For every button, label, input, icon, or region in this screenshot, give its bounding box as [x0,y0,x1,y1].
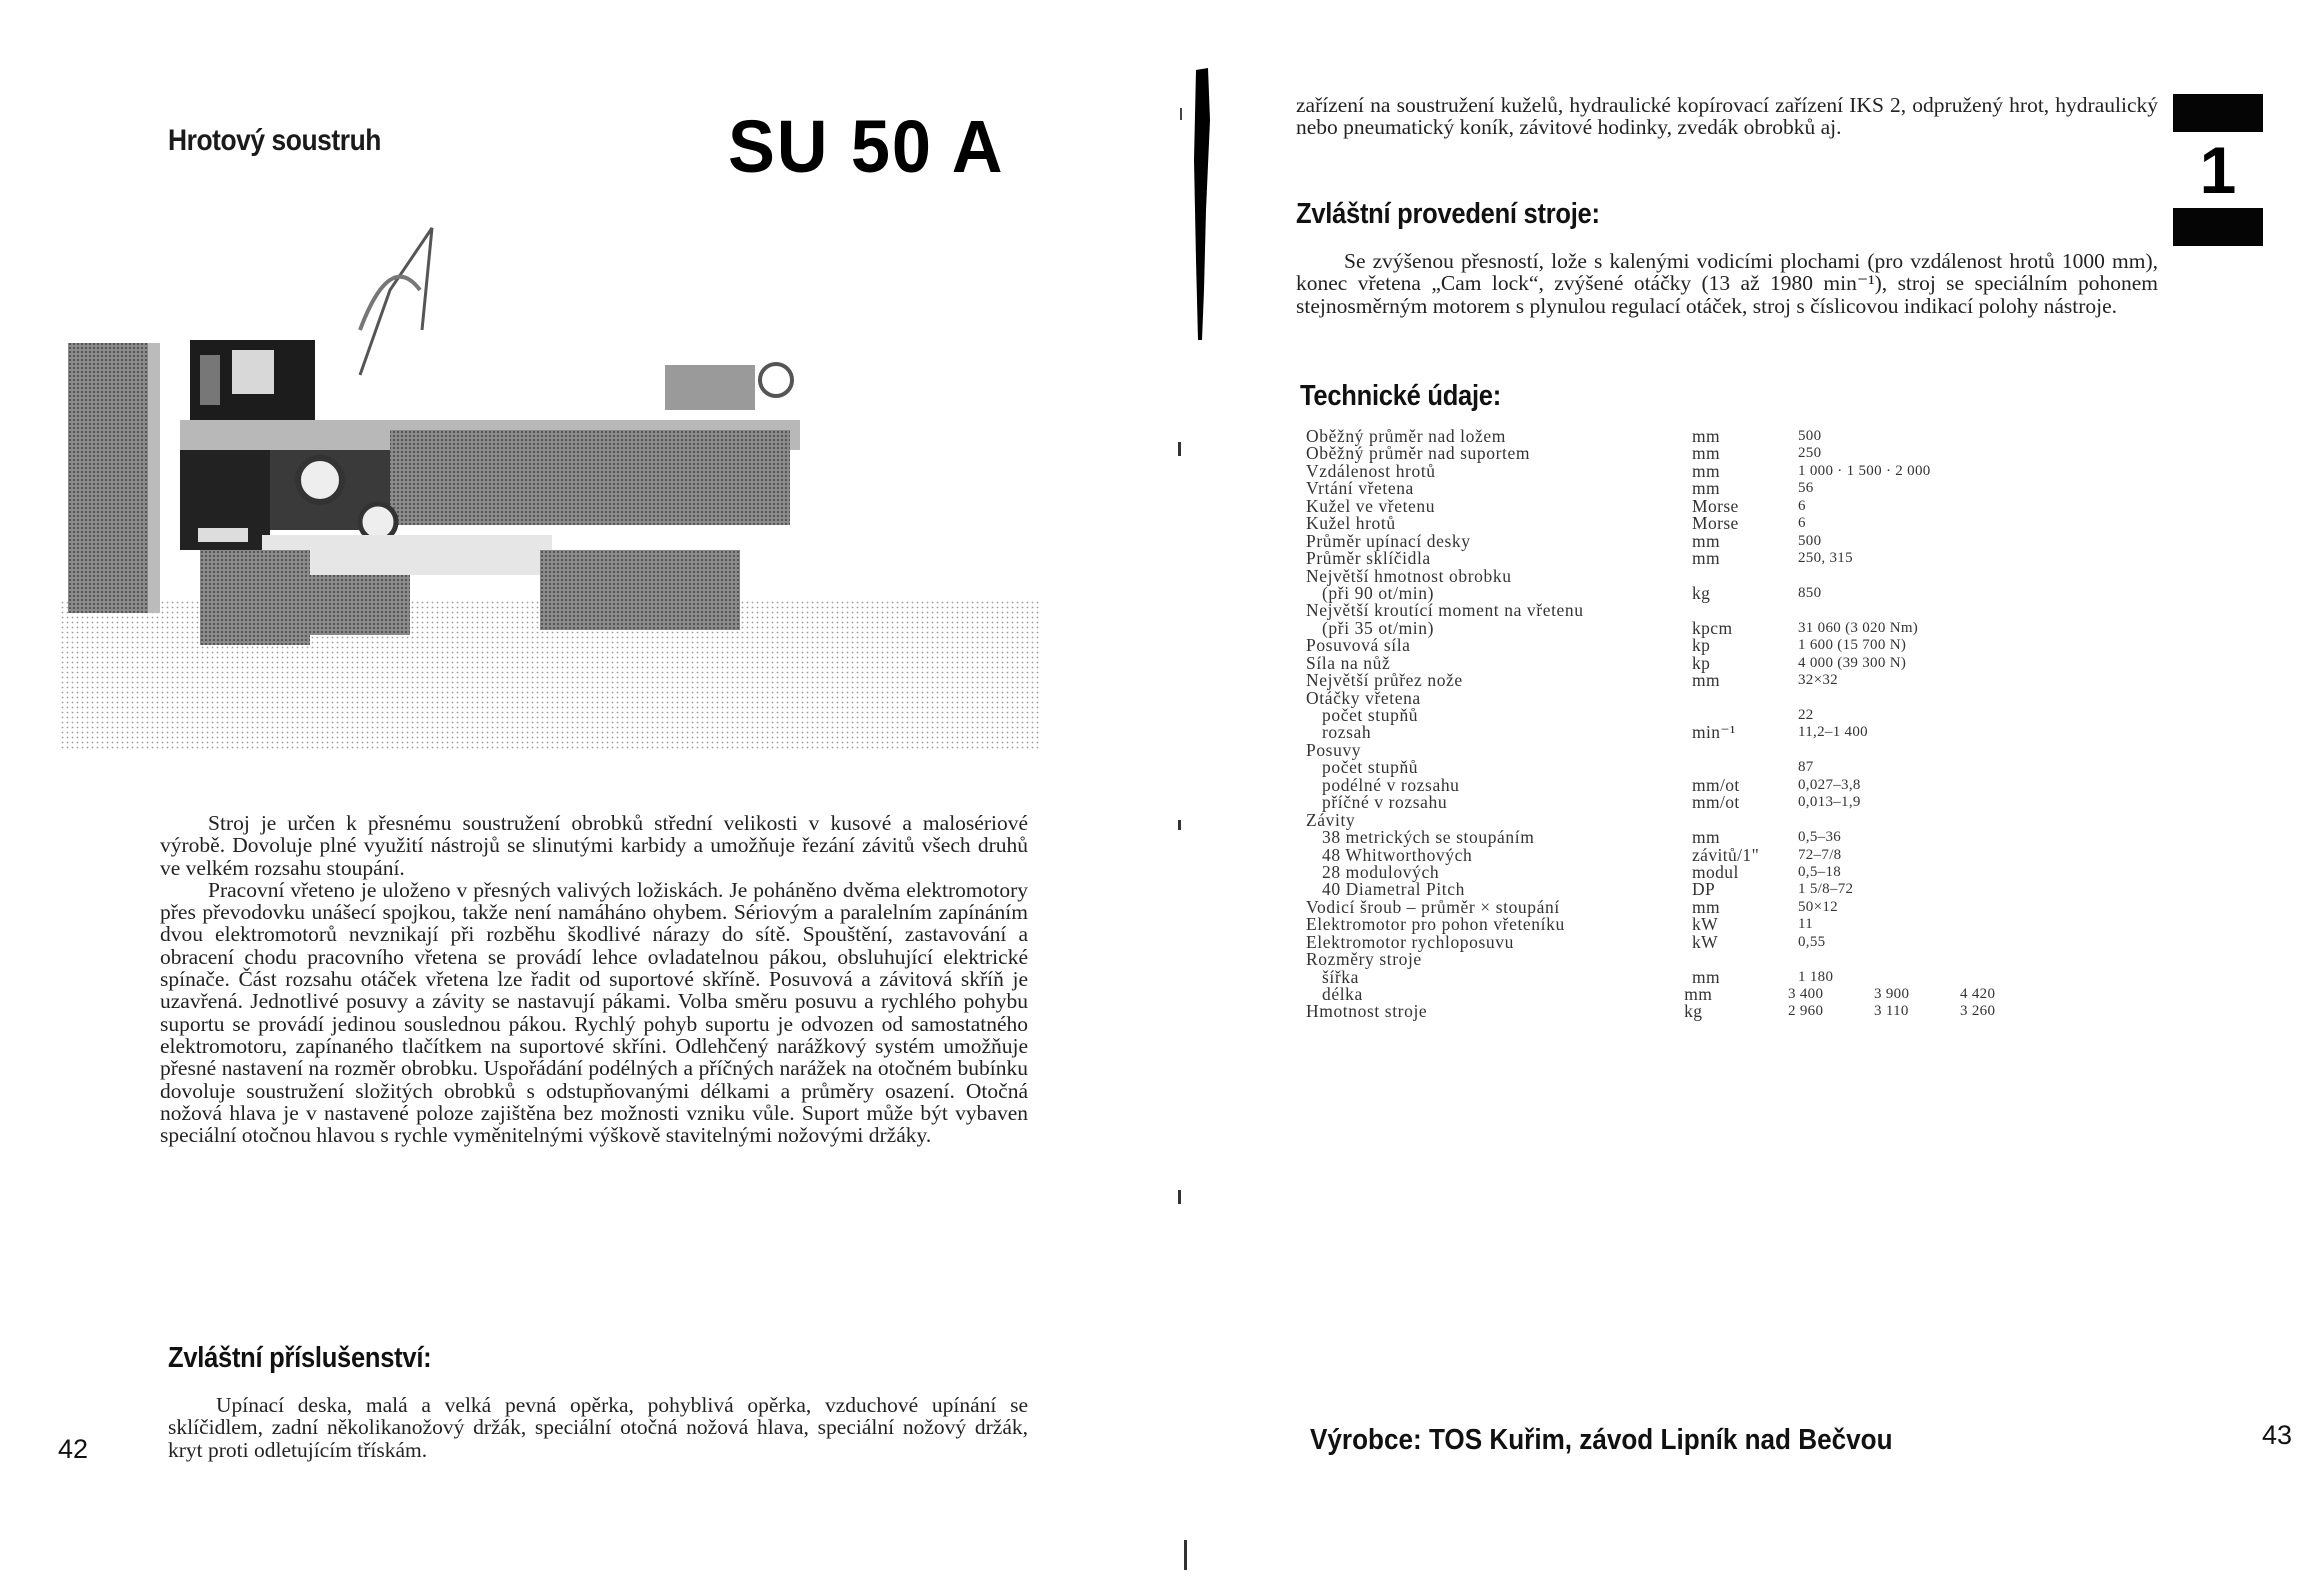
spec-label: Posuvy [1306,739,1362,760]
spec-value: 72–7/8 [1798,846,1842,863]
spec-unit: mm [1692,966,1721,987]
spec-values [1798,515,2046,532]
spec-unit [1692,742,1798,759]
spec-values [1798,777,2046,794]
spec-unit: mm [1692,670,1721,691]
intro-paragraph-2: Pracovní vřeteno je uloženo v přesných valivých ložiskách. Je poháněno dvěma elektromotory přes převodovku unášecí spojkou, takže není namáháno ohybem. Sériovým a paralelním zapínáním dvou elektromotorů nevznikají při rozběhu škodlivé nárazy do sítě. Spouštění, zastavování a obracení chodu pracovního vřetena se provádí lehce ovladatelnou pákou, obsluhující elektrické spínače. Část rozsahu otáček vřetena lze řadit od suportové skříně. Posuvová a závitová skříň je uzavřená. Jednotlivé posuvy a závity se nastavují pákami. Volba směru posuvu a rychlého pohybu suportu se provádí jedinou souslednou pákou. Rychlý pohyb suportu je odvozen od samostatného elektromotoru, zapínaného tlačítkem na suportové skříni. Odlehčený narážkový systém umožňuje přesné nastavení na rozměr obrobku. Uspořádání podélných a příčných narážek na otočném bubínku dovoluje soustružení složitých obrobků s odstupňovanými délkami a průměry osazení. Otočná nožová hlava je v nastavené poloze zajištěna bez možnosti vzniku vůle. Suport může být vybaven speciální otočnou hlavou s rychle vyměnitelnými výškově stavitelnými nožovými držáky. [160,877,1028,1148]
spec-value: 31 060 (3 020 Nm) [1798,619,1919,636]
spec-values [1798,480,2046,497]
spec-label: délka [1322,984,1363,1004]
spec-value: 11,2–1 400 [1798,724,1868,741]
spec-values [1798,602,2046,619]
spec-value: 0,55 [1798,933,1826,950]
spec-unit: mm [1692,426,1721,446]
spec-value: 56 [1798,480,1814,497]
spec-values [1798,829,2046,846]
spec-value: 32×32 [1798,672,1838,689]
spec-unit: závitů/1" [1692,844,1760,865]
continuation-paragraph: zařízení na soustružení kuželů, hydraulické kopírovací zařízení IKS 2, odpružený hrot, hydraulický nebo pneumatický koník, závitové hodinky, zvedák obrobků aj. [1296,93,2158,140]
spec-label: počet stupňů [1322,757,1419,778]
spec-row [1306,515,2046,532]
spec-row [1306,637,2046,654]
spec-value: 1 600 (15 700 N) [1798,637,1907,654]
spec-unit: min⁻¹ [1692,722,1736,743]
continuation-text [1296,94,2158,139]
spec-row [1306,707,2046,724]
spec-values [1798,672,2046,689]
spec-unit [1692,951,1798,968]
spec-unit: mm/ot [1692,792,1740,813]
spec-unit: kg [1684,1001,1703,1022]
spec-unit: mm [1692,443,1721,464]
spec-row [1306,617,2046,638]
spec-unit: mm [1692,548,1721,569]
spec-label: Vrtání vřetena [1306,478,1414,499]
spec-row [1306,495,2046,516]
spec-value: 850 [1798,584,1822,601]
spec-unit: mm [1692,896,1721,917]
spec-label: (při 35 ot/min) [1322,617,1435,638]
spec-values [1798,550,2046,567]
spec-value: 22 [1798,707,1814,723]
spec-value: 250 [1798,445,1822,462]
spec-values [1798,498,2046,515]
spec-value: 11 [1798,916,1814,933]
spec-label: Posuvová síla [1306,635,1411,656]
spec-values [1798,794,2046,811]
spec-row [1306,829,2046,846]
spec-values [1798,707,2046,724]
spec-row [1306,550,2046,567]
spec-values [1798,620,2046,637]
spec-unit: Morse [1692,513,1739,534]
spec-value: 3 900 [1874,986,1910,1002]
spec-label: Vodicí šroub – průměr × stoupání [1306,896,1560,917]
spec-row [1306,724,2046,741]
spec-row [1306,966,2046,987]
spec-value: 1 000 · 1 500 · 2 000 [1798,462,1931,479]
spec-unit: mm [1692,460,1721,481]
spec-values [1798,969,2046,986]
page-number-right: 43 [2262,1420,2293,1450]
spec-label: Největší průřez nože [1306,670,1463,691]
chapter-bar-top [2173,94,2263,132]
spec-unit: kg [1692,582,1711,603]
spec-label: Kužel ve vřetenu [1306,495,1436,516]
spec-values [1798,759,2046,776]
spec-label: 28 modulových [1322,861,1440,882]
spec-values [1798,568,2046,585]
spec-unit [1692,690,1798,707]
spec-unit: DP [1692,879,1716,900]
spec-value: 1 5/8–72 [1798,881,1854,898]
spec-values [1798,655,2046,672]
spec-label: Vzdálenost hrotů [1306,460,1436,481]
spec-label: Oběžný průměr nad suportem [1306,443,1531,464]
spec-values [1798,724,2046,741]
spec-value: 3 400 [1788,986,1824,1002]
special-design-text [1296,250,2158,317]
spec-unit: modul [1692,861,1739,882]
spec-value: 250, 315 [1798,550,1853,567]
spec-values [1788,986,2046,1003]
spec-label: (při 90 ot/min) [1322,582,1435,603]
spec-label: Kužel hrotů [1306,513,1396,534]
spec-label: počet stupňů [1322,705,1419,725]
spec-values [1798,934,2046,951]
spec-value: 6 [1798,497,1806,514]
spec-values [1798,445,2046,462]
spec-label: Hmotnost stroje [1306,1001,1428,1022]
spec-values [1798,637,2046,654]
chapter-marker [2170,94,2266,246]
spec-values [1798,428,2046,445]
spec-value: 500 [1798,428,1822,444]
spec-value: 2 960 [1788,1003,1824,1020]
spec-values [1798,951,2046,968]
spec-label: Průměr sklíčidla [1306,548,1431,569]
chapter-number: 1 [2199,133,2237,207]
spec-unit: mm/ot [1692,774,1740,795]
spec-row [1306,1003,2046,1020]
spec-label: 40 Diametral Pitch [1322,879,1465,900]
spec-label: Síla na nůž [1306,652,1391,673]
spec-value: 50×12 [1798,898,1838,915]
spec-values [1798,881,2046,898]
spec-unit: kW [1692,931,1719,952]
spec-value: 3 110 [1874,1003,1909,1020]
spec-unit: Morse [1692,495,1739,516]
spec-unit: mm [1684,984,1713,1004]
technical-data-heading: Technické údaje: [1300,380,1501,412]
spec-row [1306,460,2046,481]
spec-value: 4 420 [1960,986,1996,1002]
spec-unit: kp [1692,635,1711,656]
spec-value: 3 260 [1960,1003,1996,1020]
special-design-heading: Zvláštní provedení stroje: [1296,198,1600,230]
spec-label: podélné v rozsahu [1322,774,1460,795]
spec-value: 87 [1798,759,1814,776]
spec-values [1798,463,2046,480]
spec-label: Elektromotor pro pohon vřeteníku [1306,914,1565,935]
spec-value: 500 [1798,532,1822,549]
spec-values [1798,585,2046,602]
spec-values [1788,1003,2046,1020]
spec-label: 38 metrických se stoupáním [1322,827,1535,848]
spec-value: 1 180 [1798,968,1834,985]
spec-value: 0,5–36 [1798,829,1842,846]
accessories-paragraph: Upínací deska, malá a velká pevná opěrka, pohyblivá opěrka, vzduchové upínání se sklíčidlem, zadní několikanožový držák, speciální otočná nožová hlava, speciální nožový držák, kryt proti odletujícím třískám. [168,1393,1028,1462]
intro-paragraph-1: Stroj je určen k přesnému soustružení obrobků střední velikosti v kusové a malosériové výrobě. Dovoluje plné využití nástrojů se slinutými karbidy a umožňuje řezání závitů všech druhů ve velkém rozsahu stoupání. [160,811,1028,880]
spec-label: Rozměry stroje [1306,949,1422,970]
spec-values [1798,899,2046,916]
spec-values [1798,916,2046,933]
technical-data-table [1306,428,2046,1021]
spec-unit: mm [1692,530,1721,551]
spec-row [1306,794,2046,811]
spec-values [1798,742,2046,759]
accessories-heading: Zvláštní příslušenství: [168,1342,432,1374]
spec-label: Elektromotor rychloposuvu [1306,931,1514,952]
spec-label: rozsah [1322,722,1372,743]
spec-values [1798,533,2046,550]
machine-type-title: Hrotový soustruh [168,124,381,157]
spec-values [1798,812,2046,829]
spec-unit: kpcm [1692,617,1733,638]
spec-row [1306,672,2046,689]
spec-unit: mm [1692,827,1721,848]
spec-label: příčné v rozsahu [1322,792,1448,813]
spec-row [1306,951,2046,968]
spec-value: 6 [1798,515,1806,532]
spec-label: šířka [1322,966,1360,987]
spec-label: Otáčky vřetena [1306,687,1421,708]
spec-unit: kW [1692,914,1719,935]
spec-value: 4 000 (39 300 N) [1798,654,1907,671]
chapter-bar-bottom [2173,208,2263,246]
spec-unit: mm [1692,478,1721,499]
spec-label: Průměr upínací desky [1306,530,1471,551]
spec-label: Oběžný průměr nad ložem [1306,426,1506,446]
page-number-left: 42 [58,1434,89,1464]
spec-label: 48 Whitworthových [1322,844,1473,865]
spec-label: Největší kroutící moment na vřetenu [1306,600,1584,621]
spec-value: 0,013–1,9 [1798,794,1861,811]
spec-values [1798,847,2046,864]
spec-value: 0,027–3,8 [1798,776,1861,793]
spec-values [1798,690,2046,707]
manufacturer: Výrobce: TOS Kuřim, závod Lipník nad Bečvou [1310,1424,1893,1456]
spec-label: Největší hmotnost obrobku [1306,565,1512,586]
spec-unit: kp [1692,652,1711,673]
special-design-paragraph: Se zvýšenou přesností, lože s kalenými vodicími plochami (pro vzdálenost hrotů 1000 mm), konec vřetena „Cam lock“, zvýšené otáčky (13 až 1980 min⁻¹), stroj se speciálním pohonem stejnosměrným motorem s plynulou regulací otáček, stroj s číslicovou indikací polohy nástroje. [1296,249,2158,318]
spec-values [1798,864,2046,881]
spec-label: Závity [1306,809,1356,830]
spec-value: 0,5–18 [1798,863,1842,880]
model-title: SU 50 A [728,105,1005,188]
